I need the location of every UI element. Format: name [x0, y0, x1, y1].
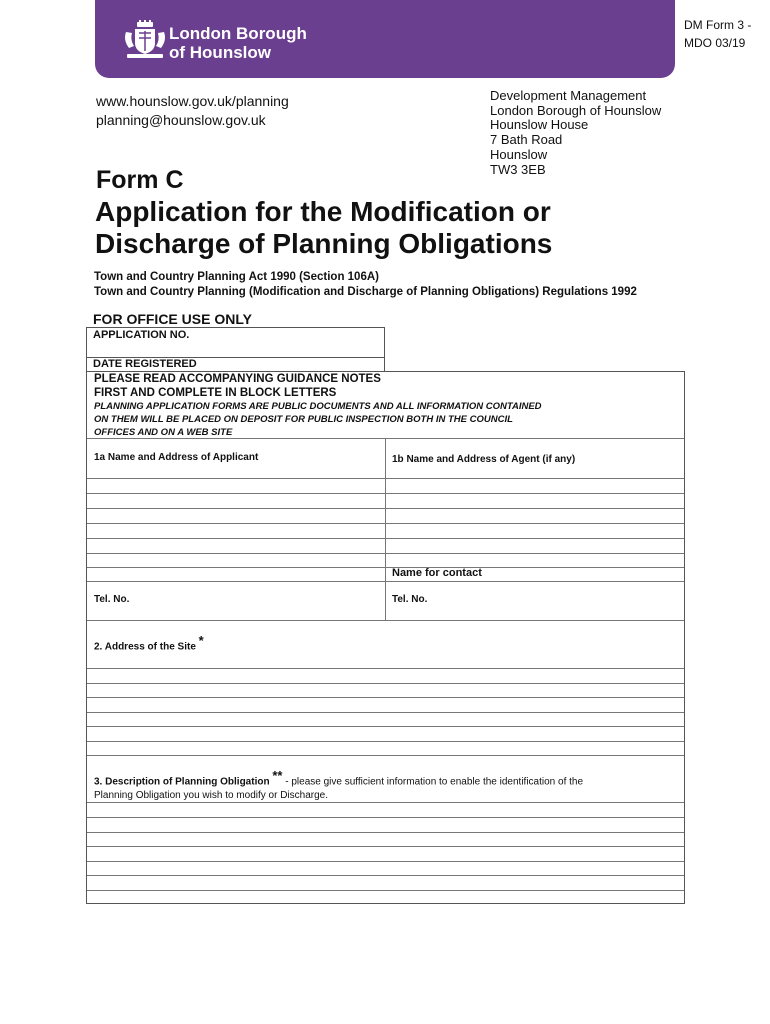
- agent-label: 1b Name and Address of Agent (if any): [392, 454, 576, 465]
- applicant-line[interactable]: [87, 508, 684, 509]
- contact-details: [96, 92, 289, 130]
- office-use-heading: FOR OFFICE USE ONLY: [93, 311, 252, 327]
- date-registered-label: DATE REGISTERED: [93, 358, 197, 370]
- notes-line-1: PLEASE READ ACCOMPANYING GUIDANCE NOTES: [94, 373, 381, 385]
- logo-line-2: of Hounslow: [169, 43, 271, 62]
- applicant-line[interactable]: [87, 493, 684, 494]
- agent-tel-label: Tel. No.: [392, 594, 428, 605]
- form-code-line-1: DM Form 3 -: [684, 18, 752, 32]
- office-use-box: [86, 327, 385, 372]
- form-code: [684, 16, 751, 52]
- application-form-box: [86, 371, 685, 904]
- legislation-references: [94, 270, 637, 300]
- borough-logo-text: [169, 24, 307, 62]
- applicant-line[interactable]: [87, 553, 684, 554]
- applicant-line[interactable]: [87, 478, 684, 479]
- page-title: [95, 196, 552, 260]
- address-line: Development Management: [490, 88, 647, 103]
- notice-line-2: ON THEM WILL BE PLACED ON DEPOSIT FOR PUBLIC INSPECTION BOTH IN THE COUNCIL: [94, 414, 513, 425]
- site-address-line[interactable]: [87, 697, 684, 698]
- name-for-contact-label: Name for contact: [392, 567, 482, 579]
- public-document-notice: [94, 400, 542, 439]
- site-address-line[interactable]: [87, 683, 684, 684]
- obligation-desc-part-1: - please give sufficient information to enable the identification of the: [282, 776, 584, 788]
- form-code-line-2: MDO 03/19: [684, 36, 746, 50]
- obligation-description-label: [94, 769, 583, 803]
- divider: [87, 755, 684, 756]
- obligation-label-text: 3. Description of Planning Obligation: [94, 776, 270, 788]
- address-line: TW3 3EB: [490, 161, 546, 177]
- title-line-1: Application for the Modification or: [95, 196, 551, 227]
- site-address-line[interactable]: [87, 668, 684, 669]
- applicant-line[interactable]: [87, 567, 684, 568]
- email-link[interactable]: planning@hounslow.gov.uk: [96, 112, 266, 128]
- application-no-label: APPLICATION NO.: [93, 329, 190, 341]
- form-name: Form C: [96, 166, 184, 194]
- regulations-reference: Town and Country Planning (Modification and Discharge of Planning Obligations) Regulations 1992: [94, 286, 637, 298]
- logo-line-1: London Borough: [169, 24, 307, 43]
- website-link[interactable]: www.hounslow.gov.uk/planning: [96, 93, 289, 109]
- applicant-tel-label: Tel. No.: [94, 594, 130, 605]
- obligation-line[interactable]: [87, 832, 684, 833]
- address-line: London Borough of Hounslow: [490, 102, 662, 118]
- site-address-text: 2. Address of the Site: [94, 641, 196, 653]
- address-line: Hounslow House: [490, 117, 589, 133]
- applicant-label: 1a Name and Address of Applicant: [94, 452, 259, 463]
- notes-line-2: FIRST AND COMPLETE IN BLOCK LETTERS: [94, 386, 337, 399]
- address-line: 7 Bath Road: [490, 132, 563, 148]
- header-banner: [95, 0, 675, 78]
- guidance-notes: [94, 373, 381, 400]
- title-line-2: Discharge of Planning Obligations: [95, 228, 553, 259]
- site-address-line[interactable]: [87, 712, 684, 713]
- applicant-line[interactable]: [87, 538, 684, 539]
- notice-line-1: PLANNING APPLICATION FORMS ARE PUBLIC DOCUMENTS AND ALL INFORMATION CONTAINED: [94, 401, 542, 412]
- obligation-desc-part-2: Planning Obligation you wish to modify or Discharge.: [94, 790, 329, 802]
- column-divider: [385, 438, 386, 620]
- address-line: Hounslow: [490, 146, 548, 162]
- site-address-marker: *: [198, 633, 204, 648]
- notice-line-3: OFFICES AND ON A WEB SITE: [94, 427, 233, 438]
- applicant-line[interactable]: [87, 523, 684, 524]
- postal-address: [490, 89, 661, 177]
- divider: [87, 620, 684, 621]
- site-address-label: [94, 633, 204, 652]
- obligation-line[interactable]: [87, 846, 684, 847]
- obligation-line[interactable]: [87, 817, 684, 818]
- act-reference: Town and Country Planning Act 1990 (Section 106A): [94, 271, 379, 283]
- obligation-line[interactable]: [87, 861, 684, 862]
- borough-crest-icon: [123, 20, 167, 60]
- divider: [87, 802, 684, 803]
- divider: [87, 581, 684, 582]
- site-address-line[interactable]: [87, 726, 684, 727]
- obligation-line[interactable]: [87, 890, 684, 891]
- obligation-line[interactable]: [87, 875, 684, 876]
- site-address-line[interactable]: [87, 741, 684, 742]
- obligation-marker: **: [272, 768, 283, 783]
